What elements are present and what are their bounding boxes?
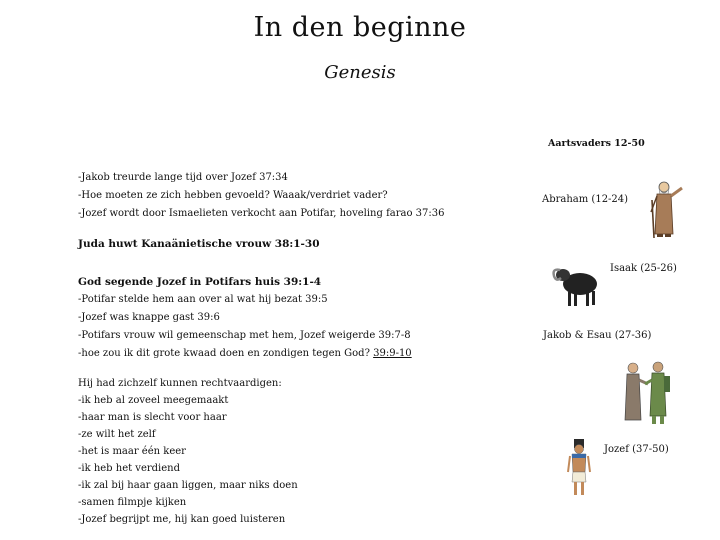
jacob-esau-figures-icon	[618, 358, 674, 426]
abraham-label: Abraham (12-24)	[542, 194, 629, 205]
excuse-line: -haar man is slecht voor haar	[78, 412, 227, 423]
potifar-heading: God segende Jozef in Potifars huis 39:1-4	[78, 276, 322, 288]
potifar-line: -Jozef was knappe gast 39:6	[78, 312, 220, 323]
isaak-label: Isaak (25-26)	[610, 263, 677, 274]
egyptian-figure-icon	[564, 438, 594, 498]
excuses-section	[78, 378, 298, 531]
potifar-line: -Potifar stelde hem aan over al wat hij bezat 39:5	[78, 294, 328, 305]
intro-line: -Jozef wordt door Ismaelieten verkocht aan Potifar, hoveling farao 37:36	[78, 208, 445, 219]
patriarchs-heading: Aartsvaders 12-50	[548, 138, 645, 149]
excuse-line: -ik heb het verdiend	[78, 463, 181, 474]
excuse-line: -samen filmpje kijken	[78, 497, 187, 508]
excuse-line: -ik heb al zoveel meegemaakt	[78, 395, 229, 406]
slide-title: In den beginne	[253, 12, 467, 43]
potifar-line-text: -hoe zou ik dit grote kwaad doen en zondigen tegen God?	[78, 348, 374, 359]
ram-icon	[550, 260, 602, 308]
potifar-list	[78, 294, 412, 366]
excuses-heading: Hij had zichzelf kunnen rechtvaardigen:	[78, 378, 282, 389]
intro-list	[78, 172, 445, 226]
intro-line: -Jakob treurde lange tijd over Jozef 37:34	[78, 172, 288, 183]
excuse-line: -ze wilt het zelf	[78, 429, 156, 440]
abraham-figure-icon	[642, 178, 688, 240]
intro-line: -Hoe moeten ze zich hebben gevoeld? Waaak/verdriet vader?	[78, 190, 388, 201]
jakob-esau-label: Jakob & Esau (27-36)	[543, 330, 652, 341]
bible-reference-link[interactable]: 39:9-10	[373, 348, 412, 359]
juda-heading: Juda huwt Kanaänietische vrouw 38:1-30	[78, 238, 320, 250]
excuse-line: -ik zal bij haar gaan liggen, maar niks doen	[78, 480, 298, 491]
jozef-label: Jozef (37-50)	[604, 444, 669, 455]
potifar-line: -Potifars vrouw wil gemeenschap met hem, Jozef weigerde 39:7-8	[78, 330, 411, 341]
excuse-line: -het is maar één keer	[78, 446, 186, 457]
potifar-line-last	[78, 348, 412, 366]
excuse-line: -Jozef begrijpt me, hij kan goed luisteren	[78, 514, 286, 525]
slide-subtitle: Genesis	[324, 62, 396, 83]
